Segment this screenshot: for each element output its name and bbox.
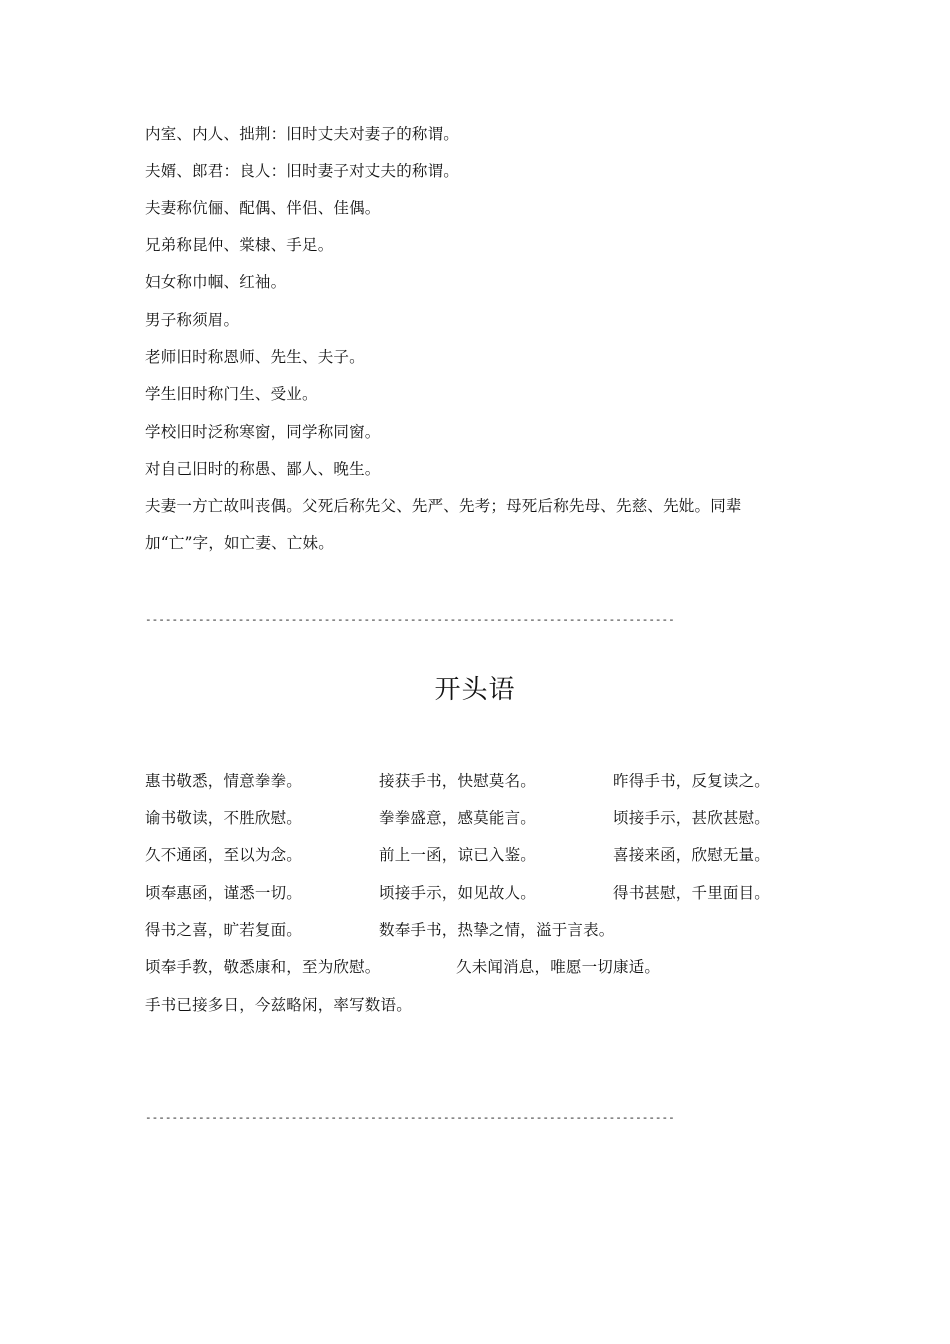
opening-phrase: 数奉手书，热挚之情，溢于言表。 — [379, 921, 615, 939]
honorific-line: 兄弟称昆仲、棠棣、手足。 — [145, 236, 334, 254]
section-divider: -------------------------------------------------------------------------------- — [145, 613, 675, 626]
honorific-line: 妇女称巾帼、红袖。 — [145, 273, 287, 291]
opening-phrase: 拳拳盛意，感莫能言。 — [379, 809, 537, 827]
section-divider: -------------------------------------------------------------------------------- — [145, 1111, 675, 1124]
opening-phrase: 昨得手书，反复读之。 — [613, 772, 771, 790]
opening-phrase: 顷接手示，甚欣甚慰。 — [613, 809, 771, 827]
opening-phrase: 顷奉手教，敬悉康和，至为欣慰。 — [145, 958, 381, 976]
opening-phrase: 顷接手示，如见故人。 — [379, 884, 537, 902]
opening-phrase: 顷奉惠函，谨悉一切。 — [145, 884, 303, 902]
opening-phrase: 得书之喜，旷若复面。 — [145, 921, 303, 939]
honorific-line: 学校旧时泛称寒窗，同学称同窗。 — [145, 423, 381, 441]
opening-phrase: 久未闻消息，唯愿一切康适。 — [456, 958, 661, 976]
honorific-line: 老师旧时称恩师、先生、夫子。 — [145, 348, 365, 366]
opening-phrase: 前上一函，谅已入鉴。 — [379, 846, 537, 864]
opening-phrase: 手书已接多日，今兹略闲，率写数语。 — [145, 996, 412, 1014]
honorific-line: 夫婿、郎君：良人：旧时妻子对丈夫的称谓。 — [145, 162, 460, 180]
mourning-paragraph: 夫妻一方亡故叫丧偶。父死后称先父、先严、先考；母死后称先母、先慈、先妣。同辈加“亡”字，如亡妻、亡妹。 — [145, 497, 742, 552]
opening-phrase: 得书甚慰，千里面目。 — [613, 884, 771, 902]
honorific-line: 夫妻称伉俪、配偶、伴侣、佳偶。 — [145, 199, 381, 217]
opening-phrase: 谕书敬读，不胜欣慰。 — [145, 809, 303, 827]
honorific-line: 对自己旧时的称愚、鄙人、晚生。 — [145, 460, 381, 478]
opening-phrase: 接获手书，快慰莫名。 — [379, 772, 537, 790]
honorific-line: 内室、内人、拙荆：旧时丈夫对妻子的称谓。 — [145, 125, 460, 143]
opening-phrase: 惠书敬悉，情意拳拳。 — [145, 772, 303, 790]
honorific-line: 学生旧时称门生、受业。 — [145, 385, 318, 403]
section-title: 开头语 — [434, 675, 516, 705]
honorific-line: 男子称须眉。 — [145, 311, 240, 329]
opening-phrase: 喜接来函，欣慰无量。 — [613, 846, 771, 864]
opening-phrase: 久不通函，至以为念。 — [145, 846, 303, 864]
